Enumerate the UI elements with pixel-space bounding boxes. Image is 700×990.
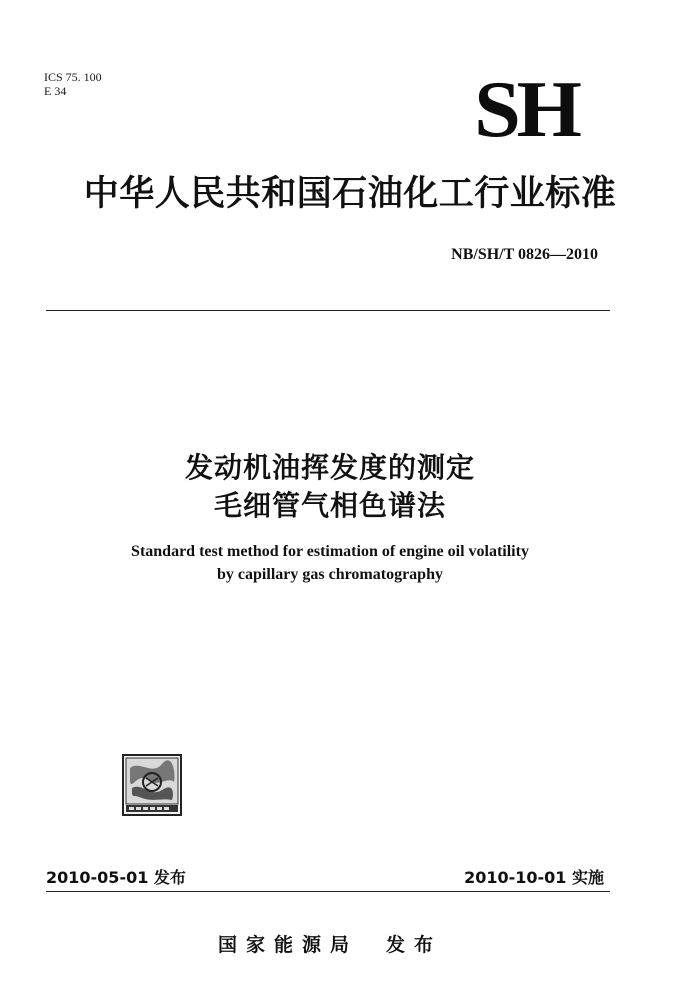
ics-code: ICS 75. 100 — [44, 70, 102, 84]
issuer-line — [0, 930, 660, 957]
sh-logo: SH — [474, 66, 578, 154]
title-en-line2: by capillary gas chromatography — [217, 566, 443, 583]
classification-codes — [44, 70, 102, 98]
implementation-date: 2010-10-01 实施 — [464, 868, 604, 887]
issuer-name: 国家能源局 — [217, 934, 358, 956]
standard-number: NB/SH/T 0826—2010 — [451, 246, 598, 263]
seal-graphic — [122, 754, 182, 816]
issue-date: 2010-05-01 发布 — [46, 868, 186, 887]
title-zh-line1: 发动机油挥发度的测定 — [184, 451, 475, 484]
ccs-code: E 34 — [44, 84, 67, 98]
title-en-line1: Standard test method for estimation of engine oil volatility — [131, 543, 529, 560]
title-zh-line2: 毛细管气相色谱法 — [213, 489, 446, 522]
anti-counterfeit-seal-icon — [122, 754, 182, 816]
issuer-suffix: 发布 — [386, 934, 443, 956]
bottom-divider — [46, 891, 610, 892]
organization-title: 中华人民共和国石油化工行业标准 — [83, 174, 617, 214]
top-divider — [46, 310, 610, 311]
